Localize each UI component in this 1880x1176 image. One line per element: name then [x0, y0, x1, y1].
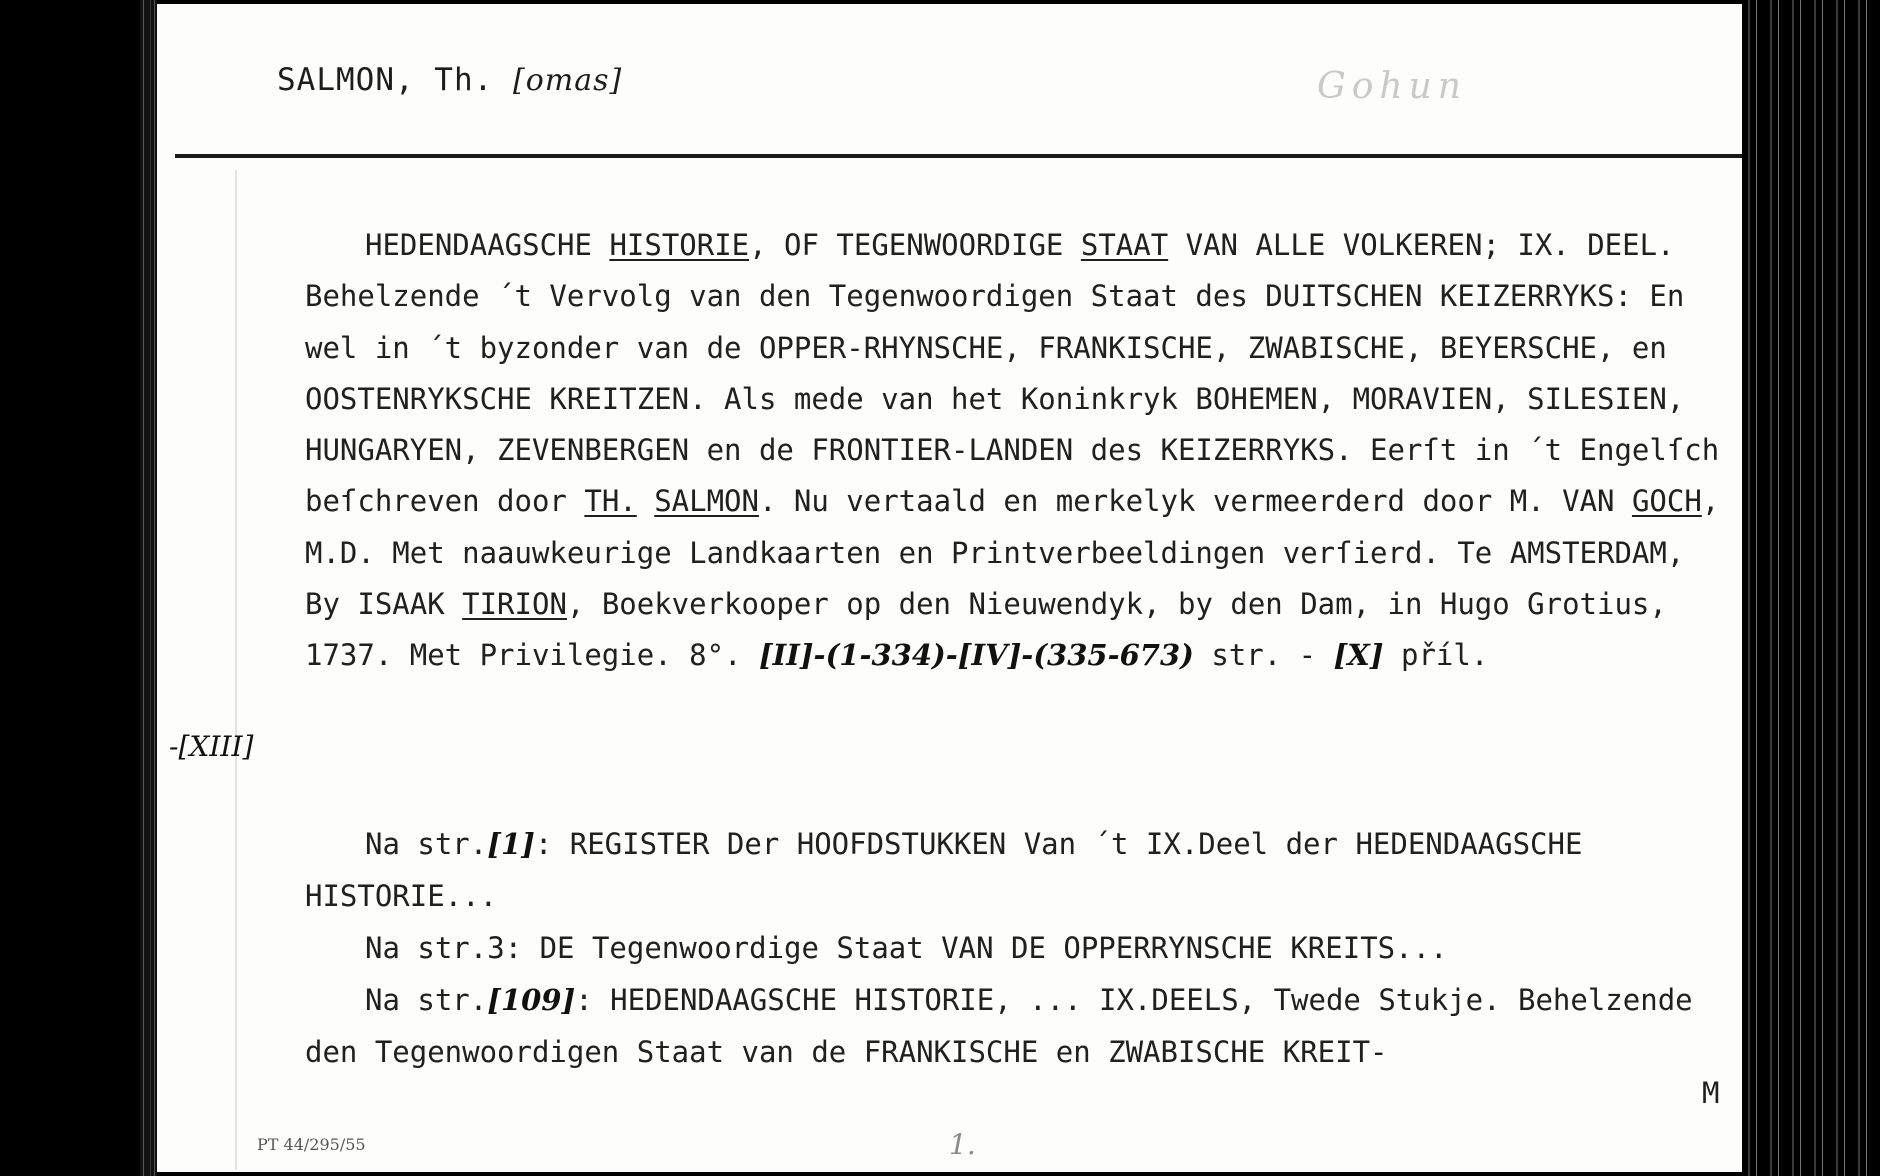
underlined-word: HISTORIE [609, 228, 750, 262]
author-handwritten: [omas] [512, 63, 623, 98]
title-text: VAN ALLE VOLKEREN; IX. DEEL. Behelzende ´t Vervolg van den Tegenwoordigen Staat des DUITSCHEN KEIZERRYKS: En wel in ´t byzonder van de OPPER-RHYNSCHE, FRANKISCHE, ZWABISCHE, BEYERSCHE, en OOSTENRYKSCHE KREITZEN. Als mede van het Koninkryk BOHEMEN, MORAVIEN, SILESIEN, HUNGARYEN, ZEVENBERGEN en de FRONTIER-LANDEN des KEIZERRYKS. Eerſt in ´t Engelſch beſchreven door [305, 228, 1720, 519]
contents-notes [305, 818, 1725, 1078]
underlined-word: STAAT [1080, 228, 1169, 262]
note-text: Na str. [365, 827, 488, 861]
scan-right-edge [1742, 0, 1880, 1176]
handwritten-page: [109] [487, 983, 576, 1017]
handwritten-pagination: [II]-(1-334)-[IV]-(335-673) [758, 638, 1194, 673]
card-code: PT 44/295/55 [257, 1135, 366, 1154]
continuation-mark: M [1702, 1076, 1720, 1110]
author-typed: SALMON, Th. [277, 62, 494, 98]
scan-left-edge [140, 0, 157, 1176]
catalog-card [157, 4, 1742, 1172]
title-text: . Nu vertaald en merkelyk vermeerderd door M. VAN [758, 484, 1632, 519]
title-text: HEDENDAAGSCHE [365, 228, 610, 262]
underlined-word: TIRION [462, 587, 567, 622]
note-text: : HEDENDAAGSCHE HISTORIE, ... IX.DEELS, Twede Stukje. Behelzende den Tegenwoordigen Staat van de FRANKISCHE en ZWABISCHE KREIT- [305, 983, 1693, 1069]
bibliographic-title [305, 220, 1725, 682]
title-text: , M.D. Met naauwkeurige Landkaarten en Printverbeeldingen verſierd. Te AMSTERDAM, By ISAAK [305, 484, 1720, 622]
handwritten-page: [1] [487, 827, 535, 861]
note-text: Na str. [365, 983, 488, 1017]
card-number-handwritten: 1. [949, 1128, 976, 1161]
note-line: Na str.3: DE Tegenwoordige Staat VAN DE OPPERRYNSCHE KREITS... [365, 931, 1448, 965]
faint-handwriting: Gohun [1317, 66, 1467, 107]
title-text: str. - [1193, 638, 1334, 673]
title-text [637, 484, 654, 518]
author-heading [277, 62, 622, 98]
header-rule [175, 154, 1742, 158]
underlined-word: GOCH [1631, 484, 1702, 519]
underlined-word: SALMON [654, 484, 759, 519]
note-line [305, 974, 1725, 1078]
handwritten-plates: [X] [1333, 638, 1384, 673]
note-text: : REGISTER Der HOOFDSTUKKEN Van ´t IX.Deel der HEDENDAAGSCHE HISTORIE... [305, 827, 1583, 913]
title-text: příl. [1383, 638, 1489, 673]
title-text: , OF TEGENWOORDIGE [749, 228, 1081, 262]
margin-note: -[XIII] [169, 730, 254, 763]
underlined-word: TH. [584, 484, 637, 519]
note-line [305, 818, 1725, 922]
margin-line [235, 170, 237, 1170]
title-text: , Boekverkooper op den Nieuwendyk, by den Dam, in Hugo Grotius, 1737. Met Privilegie. 8°. [305, 587, 1667, 673]
